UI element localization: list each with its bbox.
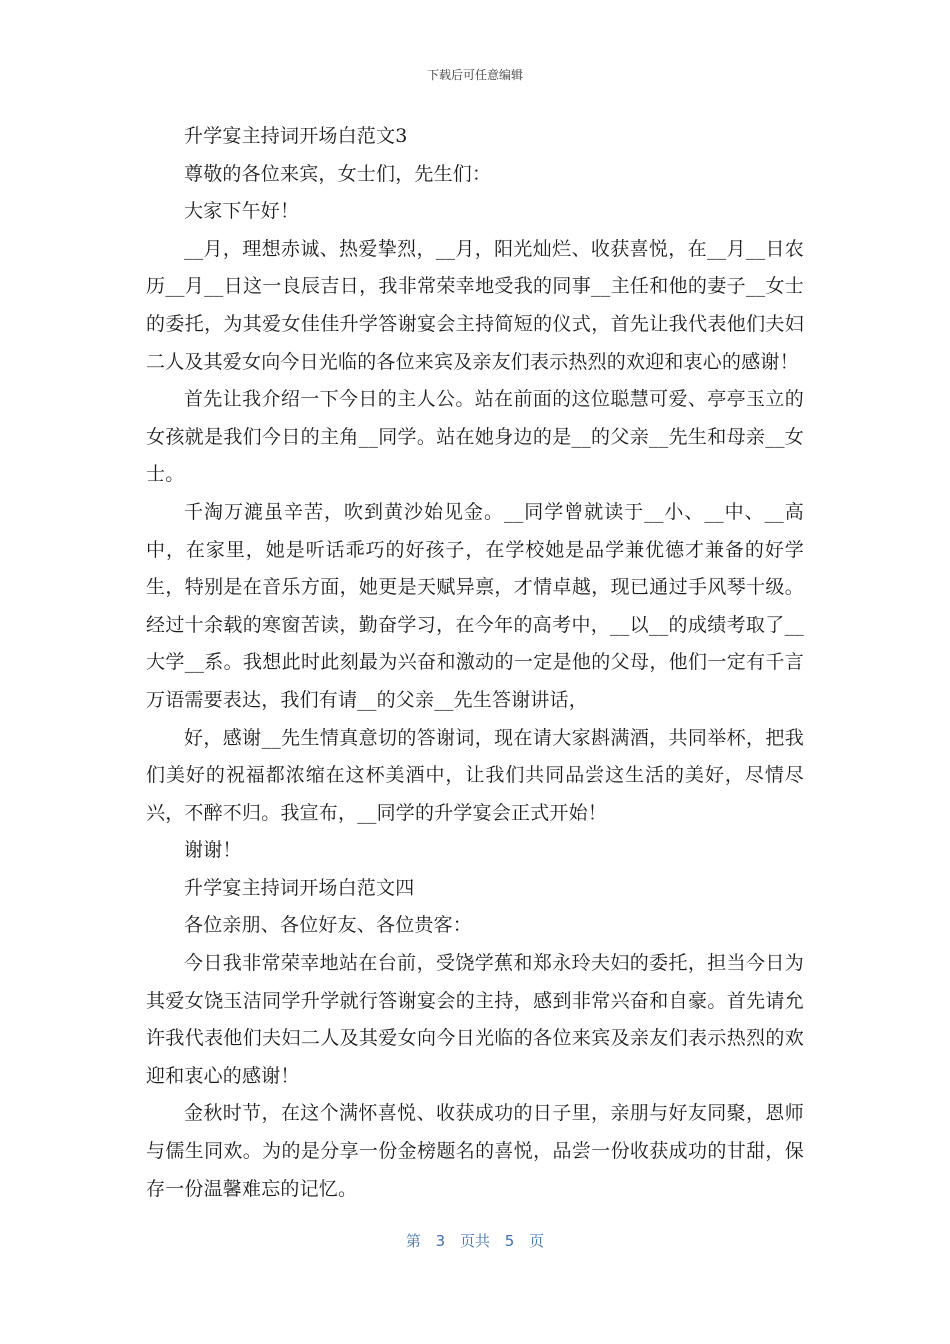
- document-body: [146, 118, 804, 1208]
- greeting-paragraph: 大家下午好！: [184, 200, 300, 223]
- salutation-paragraph: 尊敬的各位来宾，女士们，先生们：: [184, 162, 492, 185]
- section-title-3: 升学宴主持词开场白范文3: [184, 125, 408, 147]
- page-header-note: 下载后可任意编辑: [426, 68, 523, 82]
- section-title-4: 升学宴主持词开场白范文四: [184, 876, 415, 899]
- page-number: 第 3 页共 5 页: [405, 1232, 545, 1250]
- salutation-paragraph: 各位亲朋、各位好友、各位贵客：: [184, 914, 473, 937]
- body-paragraph: 千淘万漉虽辛苦，吹到黄沙始见金。__同学曾就读于__小、__中、__高中，在家里，她是听话乖巧的好孩子，在学校她是品学兼优德才兼备的好学生，特别是在音乐方面，她更是天赋异禀，才情卓越，现已通过手风琴十级。经过十余载的寒窗苦读，勤奋学习，在今年的高考中，__以__的成绩考取了__大学__系。我想此时此刻最为兴奋和激动的一定是他的父母，他们一定有千言万语需要表达，我们有请__的父亲__先生答谢讲话，: [146, 500, 804, 711]
- body-paragraph: 今日我非常荣幸地站在台前，受饶学蕉和郑永玲夫妇的委托，担当今日为其爱女饶玉洁同学升学就行答谢宴会的主持，感到非常兴奋和自豪。首先请允许我代表他们夫妇二人及其爱女向今日光临的各位来宾及亲友们表示热烈的欢迎和衷心的感谢！: [146, 952, 804, 1087]
- thanks-paragraph: 谢谢！: [184, 839, 242, 862]
- body-paragraph: 首先让我介绍一下今日的主人公。站在前面的这位聪慧可爱、亭亭玉立的女孩就是我们今日的主角__同学。站在她身边的是__的父亲__先生和母亲__女士。: [146, 388, 804, 486]
- body-paragraph: 金秋时节，在这个满怀喜悦、收获成功的日子里，亲朋与好友同聚，恩师与儒生同欢。为的是分享一份金榜题名的喜悦，品尝一份收获成功的甘甜，保存一份温馨难忘的记忆。: [146, 1102, 804, 1200]
- body-paragraph: 好，感谢__先生情真意切的答谢词，现在请大家斟满酒，共同举杯，把我们美好的祝福都浓缩在这杯美酒中，让我们共同品尝这生活的美好，尽情尽兴，不醉不归。我宣布，__同学的升学宴会正式开始！: [146, 726, 804, 824]
- body-paragraph: __月，理想赤诚、热爱挚烈，__月，阳光灿烂、收获喜悦，在__月__日农历__月__日这一良辰吉日，我非常荣幸地受我的同事__主任和他的妻子__女士的委托，为其爱女佳佳升学答谢宴会主持简短的仪式，首先让我代表他们夫妇二人及其爱女向今日光临的各位来宾及亲友们表示热烈的欢迎和衷心的感谢！: [146, 237, 804, 373]
